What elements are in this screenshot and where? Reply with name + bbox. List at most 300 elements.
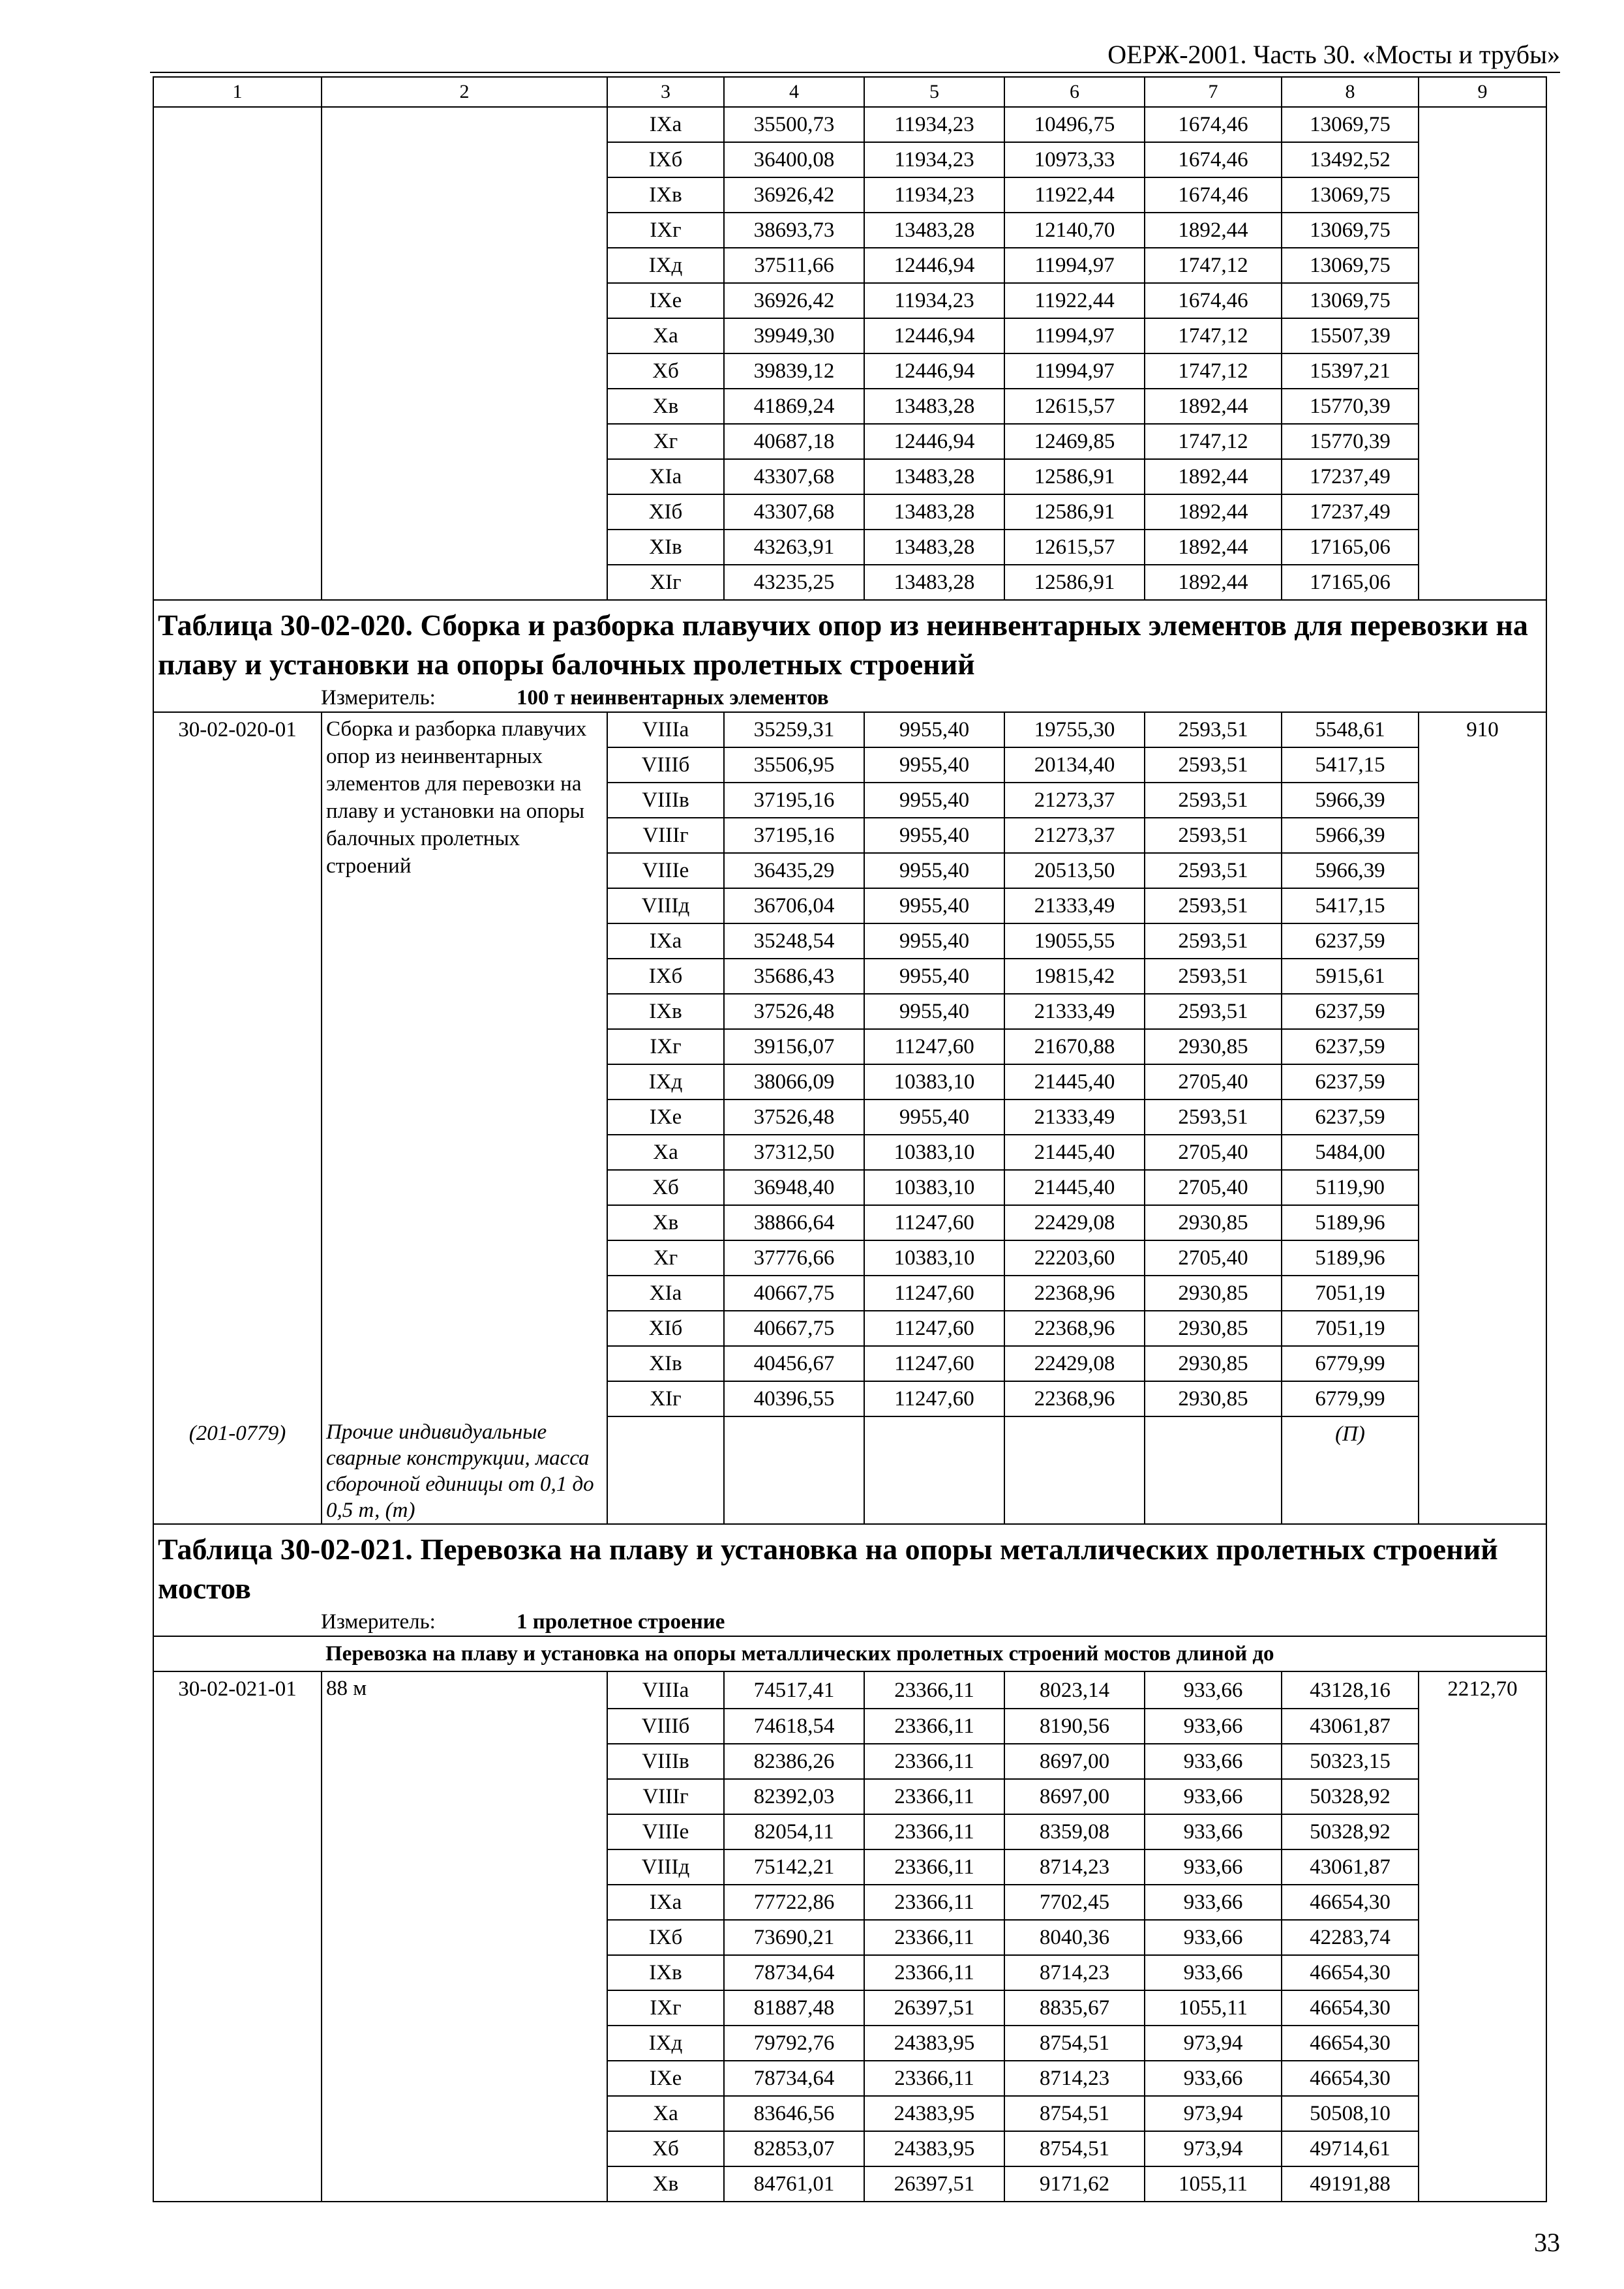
value-cell: 81887,48	[724, 1990, 864, 2026]
value-cell: 13483,28	[864, 459, 1004, 494]
column-number: 1	[153, 77, 322, 107]
value-cell: 11247,60	[864, 1029, 1004, 1064]
code-cell	[153, 2166, 322, 2202]
col9-cell	[1419, 1135, 1546, 1170]
code-cell	[153, 783, 322, 818]
description-cell	[322, 1779, 607, 1814]
subheader-row	[153, 1636, 1546, 1671]
col9-cell	[1419, 1029, 1546, 1064]
value-cell: 1892,44	[1145, 494, 1282, 530]
description-cell	[322, 494, 607, 530]
col9-cell	[1419, 1346, 1546, 1381]
value-cell: 50328,92	[1282, 1814, 1419, 1849]
value-cell: 10973,33	[1004, 142, 1145, 177]
table-title-row	[153, 1524, 1546, 1608]
value-cell: 6779,99	[1282, 1381, 1419, 1416]
value-cell: 973,94	[1145, 2096, 1282, 2131]
value-cell: 5966,39	[1282, 783, 1419, 818]
value-cell: 36926,42	[724, 177, 864, 213]
value-cell: 15507,39	[1282, 318, 1419, 353]
subheader: Перевозка на плаву и установка на опоры металлических пролетных строений мостов длиной до	[322, 1636, 1546, 1671]
value-cell: 24383,95	[864, 2131, 1004, 2166]
description-cell	[322, 1029, 607, 1064]
table-row	[153, 1240, 1546, 1276]
table-row	[153, 1381, 1546, 1416]
table-row	[153, 1744, 1546, 1779]
value-cell: 1674,46	[1145, 142, 1282, 177]
col9-cell	[1419, 888, 1546, 923]
value-cell: 75142,21	[724, 1849, 864, 1885]
value-cell: 73690,21	[724, 1920, 864, 1955]
value-cell: 21273,37	[1004, 783, 1145, 818]
value-cell: 46654,30	[1282, 2061, 1419, 2096]
region-cell: VIIIг	[607, 818, 724, 853]
value-cell: 26397,51	[864, 1990, 1004, 2026]
value-cell: 9171,62	[1004, 2166, 1145, 2202]
code-cell	[153, 283, 322, 318]
value-cell: 1892,44	[1145, 389, 1282, 424]
measure-row-cell	[153, 684, 1546, 712]
value-cell: 8697,00	[1004, 1779, 1145, 1814]
col9-cell	[1419, 494, 1546, 530]
value-cell: 5966,39	[1282, 853, 1419, 888]
value-cell: 8754,51	[1004, 2096, 1145, 2131]
value-cell: 13483,28	[864, 213, 1004, 248]
value-cell: 50323,15	[1282, 1744, 1419, 1779]
description-cell	[322, 1814, 607, 1849]
value-cell: 5417,15	[1282, 888, 1419, 923]
description-cell	[322, 2166, 607, 2202]
value-cell: 36706,04	[724, 888, 864, 923]
description-cell	[322, 283, 607, 318]
value-cell: 23366,11	[864, 1885, 1004, 1920]
value-cell: 74517,41	[724, 1671, 864, 1709]
col9-cell	[1419, 1849, 1546, 1885]
region-cell: IXб	[607, 1920, 724, 1955]
value-cell: 35506,95	[724, 747, 864, 783]
description-cell	[322, 1276, 607, 1311]
value-cell: 13483,28	[864, 494, 1004, 530]
region-cell: Xа	[607, 2096, 724, 2131]
col9-cell	[1419, 1779, 1546, 1814]
value-cell: 2593,51	[1145, 712, 1282, 747]
value-cell: 12446,94	[864, 424, 1004, 459]
value-cell: 78734,64	[724, 1955, 864, 1990]
code-cell	[153, 1709, 322, 1744]
description-cell	[322, 1100, 607, 1135]
value-cell: 2930,85	[1145, 1311, 1282, 1346]
code-cell	[153, 1029, 322, 1064]
value-cell: 19055,55	[1004, 923, 1145, 959]
value-cell: 13069,75	[1282, 107, 1419, 142]
description-cell	[322, 565, 607, 600]
col9-cell	[1419, 1381, 1546, 1416]
norms-table	[153, 76, 1547, 2202]
value-cell: 12615,57	[1004, 389, 1145, 424]
table-row	[153, 1064, 1546, 1100]
description-cell	[322, 1064, 607, 1100]
table-row	[153, 923, 1546, 959]
code-cell	[153, 142, 322, 177]
table-row	[153, 424, 1546, 459]
region-cell: XIа	[607, 1276, 724, 1311]
table-row	[153, 2166, 1546, 2202]
value-cell: 46654,30	[1282, 1885, 1419, 1920]
description-cell	[322, 248, 607, 283]
column-number: 2	[322, 77, 607, 107]
column-number: 9	[1419, 77, 1546, 107]
region-cell: VIIIб	[607, 747, 724, 783]
value-cell: 21333,49	[1004, 994, 1145, 1029]
value-cell: 8714,23	[1004, 2061, 1145, 2096]
value-cell: 1892,44	[1145, 565, 1282, 600]
table-row	[153, 248, 1546, 283]
column-number: 3	[607, 77, 724, 107]
value-cell: 8190,56	[1004, 1709, 1145, 1744]
col9-cell	[1419, 959, 1546, 994]
region-cell: XIв	[607, 1346, 724, 1381]
value-cell: 11934,23	[864, 283, 1004, 318]
value-cell	[1004, 1416, 1145, 1524]
value-cell: 43263,91	[724, 530, 864, 565]
value-cell: 5417,15	[1282, 747, 1419, 783]
col9-cell	[1419, 818, 1546, 853]
value-cell: 11934,23	[864, 142, 1004, 177]
column-number-row	[153, 77, 1546, 107]
value-cell: 13483,28	[864, 530, 1004, 565]
description-cell	[322, 318, 607, 353]
value-cell: 49191,88	[1282, 2166, 1419, 2202]
description-cell	[322, 1709, 607, 1744]
col9-cell	[1419, 1064, 1546, 1100]
table-row	[153, 565, 1546, 600]
description-cell	[322, 1920, 607, 1955]
value-cell: 933,66	[1145, 1885, 1282, 1920]
value-cell: 46654,30	[1282, 2026, 1419, 2061]
value-cell: 26397,51	[864, 2166, 1004, 2202]
code-cell	[153, 1064, 322, 1100]
table-row	[153, 1779, 1546, 1814]
value-cell: 43307,68	[724, 459, 864, 494]
region-cell: IXв	[607, 177, 724, 213]
value-cell: 11247,60	[864, 1311, 1004, 1346]
value-cell: 1747,12	[1145, 318, 1282, 353]
value-cell: 36435,29	[724, 853, 864, 888]
value-cell: 7702,45	[1004, 1885, 1145, 1920]
value-cell: 5484,00	[1282, 1135, 1419, 1170]
value-cell: 82054,11	[724, 1814, 864, 1849]
col9-cell	[1419, 142, 1546, 177]
region-cell: Xг	[607, 424, 724, 459]
col9-cell	[1419, 2131, 1546, 2166]
col9-cell	[1419, 1990, 1546, 2026]
code-cell	[153, 1240, 322, 1276]
value-cell: 11922,44	[1004, 283, 1145, 318]
description-cell	[322, 959, 607, 994]
value-cell: 78734,64	[724, 2061, 864, 2096]
value-cell: 43307,68	[724, 494, 864, 530]
region-cell: IXв	[607, 1955, 724, 1990]
value-cell: 39839,12	[724, 353, 864, 389]
measure-row	[153, 684, 1546, 712]
value-cell: 9955,40	[864, 888, 1004, 923]
value-cell: 23366,11	[864, 1671, 1004, 1709]
table-row	[153, 1276, 1546, 1311]
code-cell	[153, 1135, 322, 1170]
region-cell: XIг	[607, 1381, 724, 1416]
value-cell: 37526,48	[724, 1100, 864, 1135]
value-cell: 13069,75	[1282, 177, 1419, 213]
value-cell: 2930,85	[1145, 1029, 1282, 1064]
col9-cell	[1419, 2166, 1546, 2202]
value-cell: 1892,44	[1145, 459, 1282, 494]
value-cell: 2705,40	[1145, 1064, 1282, 1100]
code-cell	[153, 530, 322, 565]
value-cell: 15397,21	[1282, 353, 1419, 389]
value-cell: 6237,59	[1282, 1029, 1419, 1064]
description-cell	[322, 923, 607, 959]
value-cell: 5189,96	[1282, 1240, 1419, 1276]
column-number: 5	[864, 77, 1004, 107]
value-cell: 21445,40	[1004, 1064, 1145, 1100]
col9-cell: 910	[1419, 712, 1546, 747]
col9-cell	[1419, 1814, 1546, 1849]
value-cell: 1892,44	[1145, 530, 1282, 565]
value-cell: 13069,75	[1282, 283, 1419, 318]
description-cell	[322, 994, 607, 1029]
code-cell	[153, 494, 322, 530]
code-cell	[153, 1170, 322, 1205]
code-cell: 30-02-021-01	[153, 1671, 322, 1709]
value-cell: 17165,06	[1282, 565, 1419, 600]
table-row	[153, 1170, 1546, 1205]
code-cell	[153, 2061, 322, 2096]
table-row	[153, 2131, 1546, 2166]
value-cell: 10383,10	[864, 1170, 1004, 1205]
value-cell: 12615,57	[1004, 530, 1145, 565]
material-description: Прочие индивидуальные сварные конструкции, масса сборочной единицы от 0,1 до 0,5 т, (т)	[322, 1416, 607, 1524]
value-cell: 40456,67	[724, 1346, 864, 1381]
value-cell: 77722,86	[724, 1885, 864, 1920]
col9-cell	[1419, 1885, 1546, 1920]
table-row	[153, 1029, 1546, 1064]
value-cell: 2593,51	[1145, 853, 1282, 888]
value-cell: 2593,51	[1145, 959, 1282, 994]
value-cell: 10383,10	[864, 1064, 1004, 1100]
value-cell: 36926,42	[724, 283, 864, 318]
code-cell	[153, 2131, 322, 2166]
table-row	[153, 2096, 1546, 2131]
value-cell: 20134,40	[1004, 747, 1145, 783]
table-row	[153, 2026, 1546, 2061]
table-row	[153, 1990, 1546, 2026]
code-cell	[153, 353, 322, 389]
region-cell: Xв	[607, 2166, 724, 2202]
value-cell	[724, 1416, 864, 1524]
value-cell: 13483,28	[864, 389, 1004, 424]
value-cell: 13069,75	[1282, 213, 1419, 248]
code-cell	[153, 2096, 322, 2131]
col9-cell	[1419, 318, 1546, 353]
column-number: 6	[1004, 77, 1145, 107]
value-cell: 82392,03	[724, 1779, 864, 1814]
value-cell: 10383,10	[864, 1240, 1004, 1276]
value-cell: 933,66	[1145, 2061, 1282, 2096]
value-cell: 79792,76	[724, 2026, 864, 2061]
description-cell	[322, 2026, 607, 2061]
code-cell	[153, 888, 322, 923]
description-cell	[322, 1381, 607, 1416]
value-cell: 37776,66	[724, 1240, 864, 1276]
value-cell: 933,66	[1145, 1955, 1282, 1990]
value-cell: 6779,99	[1282, 1346, 1419, 1381]
code-cell	[153, 1311, 322, 1346]
description-cell	[322, 177, 607, 213]
table-row	[153, 1885, 1546, 1920]
value-cell: 7051,19	[1282, 1276, 1419, 1311]
description-cell	[322, 1170, 607, 1205]
value-cell: 11994,97	[1004, 353, 1145, 389]
value-cell: 2593,51	[1145, 923, 1282, 959]
value-cell: 36948,40	[724, 1170, 864, 1205]
description-cell	[322, 389, 607, 424]
value-cell: 1892,44	[1145, 213, 1282, 248]
material-row	[153, 1416, 1546, 1524]
value-cell: 24383,95	[864, 2096, 1004, 2131]
code-cell	[153, 389, 322, 424]
value-cell: 23366,11	[864, 1779, 1004, 1814]
description-cell	[322, 2061, 607, 2096]
value-cell: 12446,94	[864, 248, 1004, 283]
value-cell: 15770,39	[1282, 389, 1419, 424]
region-cell: IXб	[607, 959, 724, 994]
value-cell: 8714,23	[1004, 1955, 1145, 1990]
code-cell	[153, 459, 322, 494]
code-cell	[153, 1849, 322, 1885]
value-cell	[864, 1416, 1004, 1524]
value-cell: 37312,50	[724, 1135, 864, 1170]
value-cell: 5548,61	[1282, 712, 1419, 747]
code-cell	[153, 1885, 322, 1920]
value-cell: 8697,00	[1004, 1744, 1145, 1779]
value-cell: 12446,94	[864, 353, 1004, 389]
value-cell: 1747,12	[1145, 353, 1282, 389]
value-cell: 2930,85	[1145, 1381, 1282, 1416]
value-cell: 35686,43	[724, 959, 864, 994]
region-cell: IXе	[607, 2061, 724, 2096]
value-cell: 38693,73	[724, 213, 864, 248]
code-cell	[153, 1990, 322, 2026]
code-cell	[153, 565, 322, 600]
value-cell: 933,66	[1145, 1744, 1282, 1779]
table-row	[153, 283, 1546, 318]
table-row	[153, 1311, 1546, 1346]
measure-row	[153, 1608, 1546, 1636]
value-cell: 11247,60	[864, 1276, 1004, 1311]
description-cell: 88 м	[322, 1671, 607, 1709]
code-cell	[153, 818, 322, 853]
column-number: 7	[1145, 77, 1282, 107]
table-row	[153, 530, 1546, 565]
region-cell: Xв	[607, 389, 724, 424]
material-code: (201-0779)	[153, 1416, 322, 1524]
value-cell: 8023,14	[1004, 1671, 1145, 1709]
value-cell: 11994,97	[1004, 248, 1145, 283]
col9-cell	[1419, 994, 1546, 1029]
value-cell: 10383,10	[864, 1135, 1004, 1170]
value-cell: 23366,11	[864, 1744, 1004, 1779]
value-cell: 12446,94	[864, 318, 1004, 353]
table-row	[153, 1671, 1546, 1709]
value-cell: 42283,74	[1282, 1920, 1419, 1955]
region-cell: VIIIд	[607, 888, 724, 923]
value-cell: 12586,91	[1004, 565, 1145, 600]
value-cell: 35500,73	[724, 107, 864, 142]
value-cell: 2705,40	[1145, 1170, 1282, 1205]
value-cell: 21445,40	[1004, 1170, 1145, 1205]
value-cell: 21445,40	[1004, 1135, 1145, 1170]
col9-cell	[1419, 2061, 1546, 2096]
value-cell: 41869,24	[724, 389, 864, 424]
value-cell: 6237,59	[1282, 1100, 1419, 1135]
value-cell: 35259,31	[724, 712, 864, 747]
value-cell: 11934,23	[864, 177, 1004, 213]
value-cell: 2930,85	[1145, 1205, 1282, 1240]
col9-cell	[1419, 213, 1546, 248]
measure-row-cell	[153, 1608, 1546, 1636]
value-cell: 2593,51	[1145, 818, 1282, 853]
table-row	[153, 1920, 1546, 1955]
value-cell: 17237,49	[1282, 459, 1419, 494]
value-cell: 84761,01	[724, 2166, 864, 2202]
col9-cell	[1419, 353, 1546, 389]
code-cell	[153, 107, 322, 142]
value-cell: 43128,16	[1282, 1671, 1419, 1709]
region-cell: VIIIв	[607, 783, 724, 818]
region-cell	[607, 1416, 724, 1524]
region-cell: VIIIа	[607, 712, 724, 747]
table-row	[153, 2061, 1546, 2096]
value-cell: 2593,51	[1145, 888, 1282, 923]
value-cell: 40396,55	[724, 1381, 864, 1416]
col9-cell	[1419, 1709, 1546, 1744]
value-cell: 22203,60	[1004, 1240, 1145, 1276]
code-cell	[153, 853, 322, 888]
value-cell: 2930,85	[1145, 1276, 1282, 1311]
code-cell	[153, 1346, 322, 1381]
value-cell: 2593,51	[1145, 994, 1282, 1029]
code-cell	[153, 177, 322, 213]
code-cell	[153, 1779, 322, 1814]
region-cell: VIIIв	[607, 1744, 724, 1779]
measure-value: 1 пролетное строение	[517, 1610, 725, 1634]
description-cell	[322, 1955, 607, 1990]
value-cell: 37526,48	[724, 994, 864, 1029]
column-number: 4	[724, 77, 864, 107]
col9-cell	[1419, 1955, 1546, 1990]
value-cell: 19815,42	[1004, 959, 1145, 994]
value-cell: 1055,11	[1145, 2166, 1282, 2202]
region-cell: IXг	[607, 213, 724, 248]
code-cell	[153, 923, 322, 959]
region-cell: XIа	[607, 459, 724, 494]
value-cell: 13069,75	[1282, 248, 1419, 283]
value-cell: 1747,12	[1145, 248, 1282, 283]
value-cell: 8754,51	[1004, 2131, 1145, 2166]
region-cell: XIв	[607, 530, 724, 565]
value-cell: 21333,49	[1004, 1100, 1145, 1135]
value-cell: 19755,30	[1004, 712, 1145, 747]
